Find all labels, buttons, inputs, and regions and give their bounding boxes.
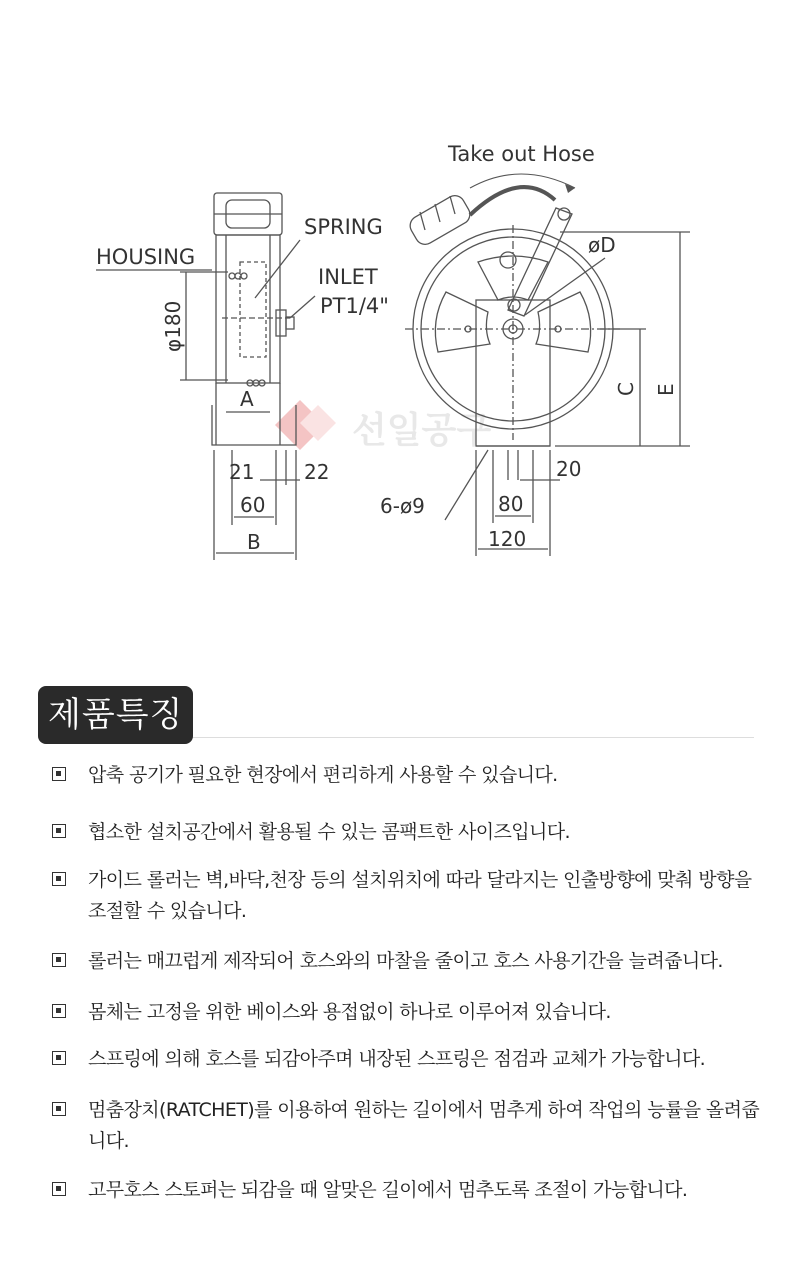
label-spring: SPRING xyxy=(304,215,383,239)
watermark-text: 선일공구 xyxy=(352,410,492,451)
label-dim21: 21 xyxy=(229,460,255,484)
bullet-icon xyxy=(52,1004,66,1018)
bullet-icon xyxy=(52,1051,66,1065)
bullet-icon xyxy=(52,953,66,967)
label-inlet-size: PT1/4" xyxy=(320,294,389,318)
label-phi180: φ180 xyxy=(161,300,185,352)
feature-text: 멈춤장치(RATCHET)를 이용하여 원하는 길이에서 멈추게 하여 작업의 능률을 올려줍니다. xyxy=(88,1099,760,1152)
bullet-icon xyxy=(52,1102,66,1116)
feature-text: 롤러는 매끄럽게 제작되어 호스와의 마찰을 줄이고 호스 사용기간을 늘려줍니다. xyxy=(88,950,723,972)
front-view xyxy=(405,174,690,556)
label-inlet: INLET xyxy=(318,265,378,289)
label-phi-d: øD xyxy=(588,233,616,257)
label-a: A xyxy=(240,387,254,411)
label-dim80: 80 xyxy=(498,492,524,516)
bullet-icon xyxy=(52,1182,66,1196)
label-housing: HOUSING xyxy=(96,245,196,269)
feature-text: 고무호스 스토퍼는 되감을 때 알맞은 길이에서 멈추도록 조절이 가능합니다. xyxy=(88,1179,688,1201)
feature-item xyxy=(52,1095,768,1157)
bullet-icon xyxy=(52,824,66,838)
label-take-out-hose: Take out Hose xyxy=(448,142,595,166)
feature-text: 압축 공기가 필요한 현장에서 편리하게 사용할 수 있습니다. xyxy=(88,764,558,786)
feature-text: 협소한 설치공간에서 활용될 수 있는 콤팩트한 사이즈입니다. xyxy=(88,821,570,843)
feature-text: 스프링에 의해 호스를 되감아주며 내장된 스프링은 점검과 교체가 가능합니다. xyxy=(88,1048,706,1070)
feature-item xyxy=(52,817,768,848)
label-dim20: 20 xyxy=(556,457,582,481)
feature-item xyxy=(52,997,768,1028)
bullet-icon xyxy=(52,872,66,886)
label-holes: 6-ø9 xyxy=(380,494,425,518)
drawing-labels xyxy=(96,142,678,554)
feature-text: 몸체는 고정을 위한 베이스와 용접없이 하나로 이루어져 있습니다. xyxy=(88,1001,611,1023)
label-e: E xyxy=(654,383,678,396)
feature-item xyxy=(52,1175,768,1206)
watermark-logo xyxy=(275,400,336,450)
label-b: B xyxy=(247,530,261,554)
feature-item xyxy=(52,865,768,927)
label-dim120: 120 xyxy=(488,527,527,551)
bullet-icon xyxy=(52,767,66,781)
section-title: 제품특징 xyxy=(38,686,193,744)
feature-item xyxy=(52,1044,768,1075)
feature-item xyxy=(52,946,768,977)
label-dim60: 60 xyxy=(240,493,266,517)
feature-item xyxy=(52,760,768,791)
label-dim22: 22 xyxy=(304,460,330,484)
label-c: C xyxy=(614,382,638,396)
section-header xyxy=(38,686,754,746)
feature-text: 가이드 롤러는 벽,바닥,천장 등의 설치위치에 따라 달라지는 인출방향에 맞춰 방향을 조절할 수 있습니다. xyxy=(88,869,752,922)
